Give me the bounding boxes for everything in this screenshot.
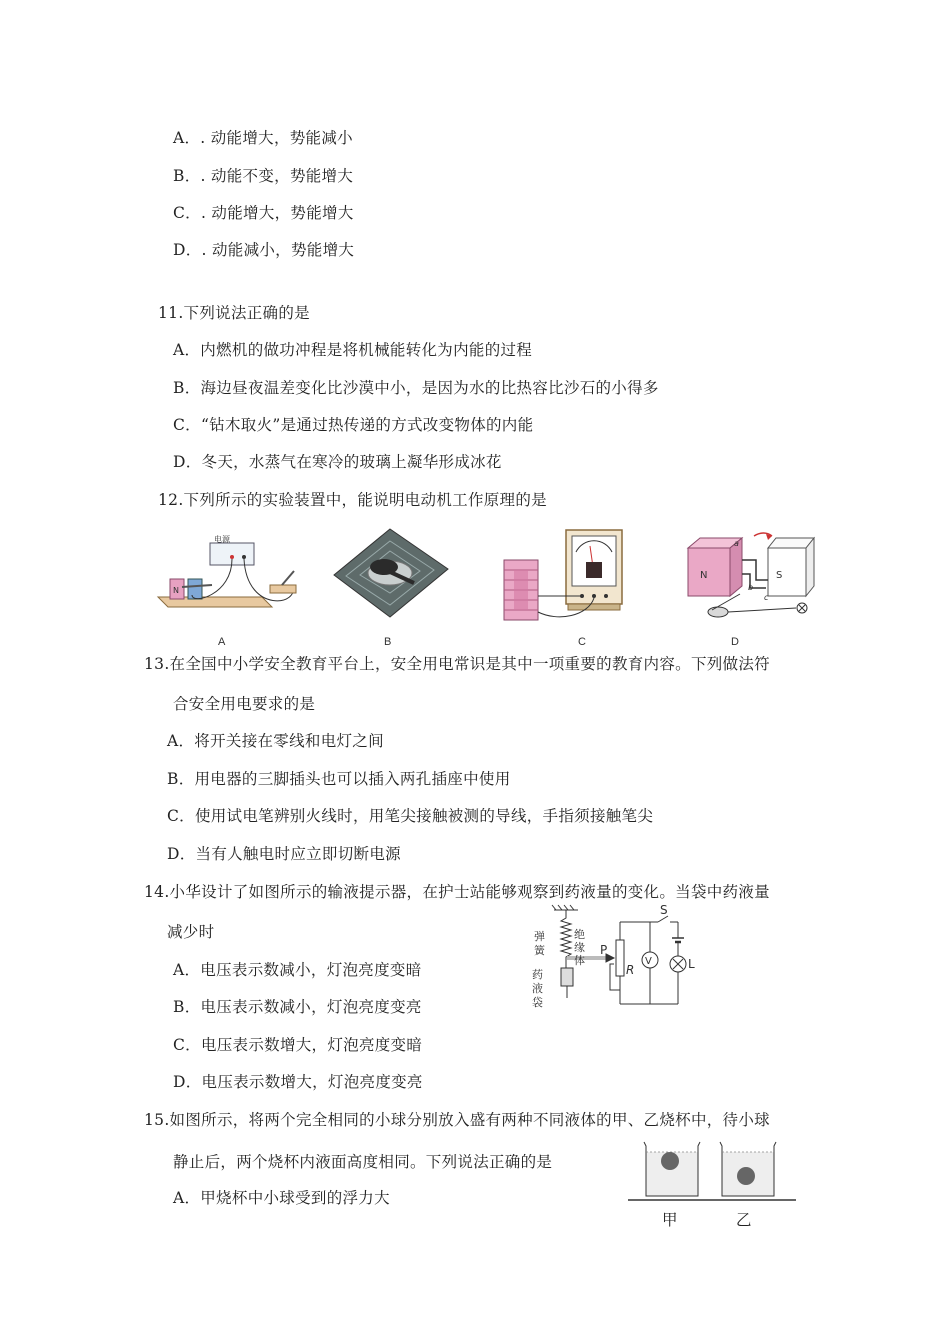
label-l: L bbox=[688, 957, 695, 971]
q13-option-d: D．当有人触电时应立即切断电源 bbox=[167, 845, 401, 863]
label-r: R bbox=[626, 963, 635, 977]
label-a: a bbox=[734, 539, 739, 548]
q14-option-a: A．电压表示数减小，灯泡亮度变暗 bbox=[173, 961, 422, 979]
magnet-n-text: N bbox=[700, 570, 708, 581]
magnet-s-block bbox=[768, 548, 806, 596]
label-c: c bbox=[764, 593, 769, 602]
q15-beakers-figure bbox=[626, 1138, 798, 1204]
q10-option-c: C．. 动能增大，势能增大 bbox=[173, 204, 354, 222]
bag-label-3: 袋 bbox=[532, 996, 543, 1009]
bag-label-1: 药 bbox=[532, 968, 543, 981]
q10-option-a: A．. 动能增大，势能减小 bbox=[173, 129, 353, 147]
q14-circuit-figure bbox=[528, 904, 698, 1010]
label-v: V bbox=[645, 956, 652, 967]
q10-option-d: D．. 动能减小，势能增大 bbox=[173, 241, 355, 259]
spring-label-1: 弹 bbox=[534, 930, 545, 943]
q15-label-yi: 乙 bbox=[736, 1211, 752, 1229]
q15-stem-line1: 15.如图所示，将两个完全相同的小球分别放入盛有两种不同液体的甲、乙烧杯中，待小球 bbox=[144, 1111, 770, 1129]
q12-stem: 12.下列所示的实验装置中，能说明电动机工作原理的是 bbox=[158, 491, 547, 509]
q15-stem-line2: 静止后，两个烧杯内液面高度相同。下列说法正确的是 bbox=[173, 1153, 553, 1171]
label-b: b bbox=[748, 583, 754, 592]
q11-option-d: D．冬天，水蒸气在寒冷的玻璃上凝华形成冰花 bbox=[173, 453, 502, 471]
label-p: P bbox=[600, 943, 608, 957]
ball-yi bbox=[737, 1167, 755, 1185]
power-label: 电源 bbox=[214, 535, 230, 544]
q13-stem-line1: 13.在全国中小学安全教育平台上，安全用电常识是其中一项重要的教育内容。下列做法符 bbox=[144, 655, 770, 673]
bag-label-2: 液 bbox=[532, 982, 543, 995]
q15-option-a: A．甲烧杯中小球受到的浮力大 bbox=[173, 1189, 390, 1207]
ball-jia bbox=[661, 1152, 679, 1170]
q12-caption-a: A bbox=[218, 636, 226, 648]
q12-figure-c bbox=[498, 526, 628, 630]
q14-option-b: B．电压表示数减小，灯泡亮度变亮 bbox=[173, 998, 422, 1016]
medicine-bag bbox=[561, 968, 573, 986]
q12-caption-b: B bbox=[384, 636, 392, 648]
q11-option-b: B．海边昼夜温差变化比沙漠中小，是因为水的比热容比沙石的小得多 bbox=[173, 379, 659, 397]
insulator-label-3: 体 bbox=[574, 954, 585, 967]
insulator-label-1: 绝 bbox=[574, 928, 585, 941]
q13-option-c: C．使用试电笔辨别火线时，用笔尖接触被测的导线，手指须接触笔尖 bbox=[167, 807, 654, 825]
magnet-s-text: S bbox=[776, 570, 783, 581]
q14-option-d: D．电压表示数增大，灯泡亮度变亮 bbox=[173, 1073, 423, 1091]
q11-stem: 11.下列说法正确的是 bbox=[158, 304, 310, 322]
q12-caption-c: C bbox=[578, 636, 586, 648]
q10-option-b: B．. 动能不变，势能增大 bbox=[173, 167, 354, 185]
q14-option-c: C．电压表示数增大，灯泡亮度变暗 bbox=[173, 1036, 423, 1054]
q12-figure-d bbox=[684, 530, 818, 626]
q14-stem-line2: 减少时 bbox=[167, 923, 215, 941]
q12-caption-d: D bbox=[731, 636, 739, 648]
q13-option-a: A．将开关接在零线和电灯之间 bbox=[167, 732, 384, 750]
insulator-label-2: 缘 bbox=[574, 941, 585, 954]
spring-label-2: 簧 bbox=[534, 944, 545, 957]
q13-option-b: B．用电器的三脚插头也可以插入两孔插座中使用 bbox=[167, 770, 511, 788]
q11-option-a: A．内燃机的做功冲程是将机械能转化为内能的过程 bbox=[173, 341, 533, 359]
rheostat-r bbox=[616, 940, 624, 976]
q13-stem-line2: 合安全用电要求的是 bbox=[173, 695, 316, 713]
label-s: S bbox=[660, 904, 668, 917]
q12-figure-b bbox=[330, 525, 450, 625]
q15-label-jia: 甲 bbox=[662, 1211, 678, 1229]
q11-option-c: C．“钻木取火”是通过热传递的方式改变物体的内能 bbox=[173, 416, 534, 434]
magnet-n-label: N bbox=[173, 586, 179, 595]
q14-stem-line1: 14.小华设计了如图所示的输液提示器，在护士站能够观察到药液量的变化。当袋中药液量 bbox=[144, 883, 770, 901]
magnet-n-block bbox=[688, 548, 730, 596]
q12-figure-a bbox=[152, 535, 312, 625]
